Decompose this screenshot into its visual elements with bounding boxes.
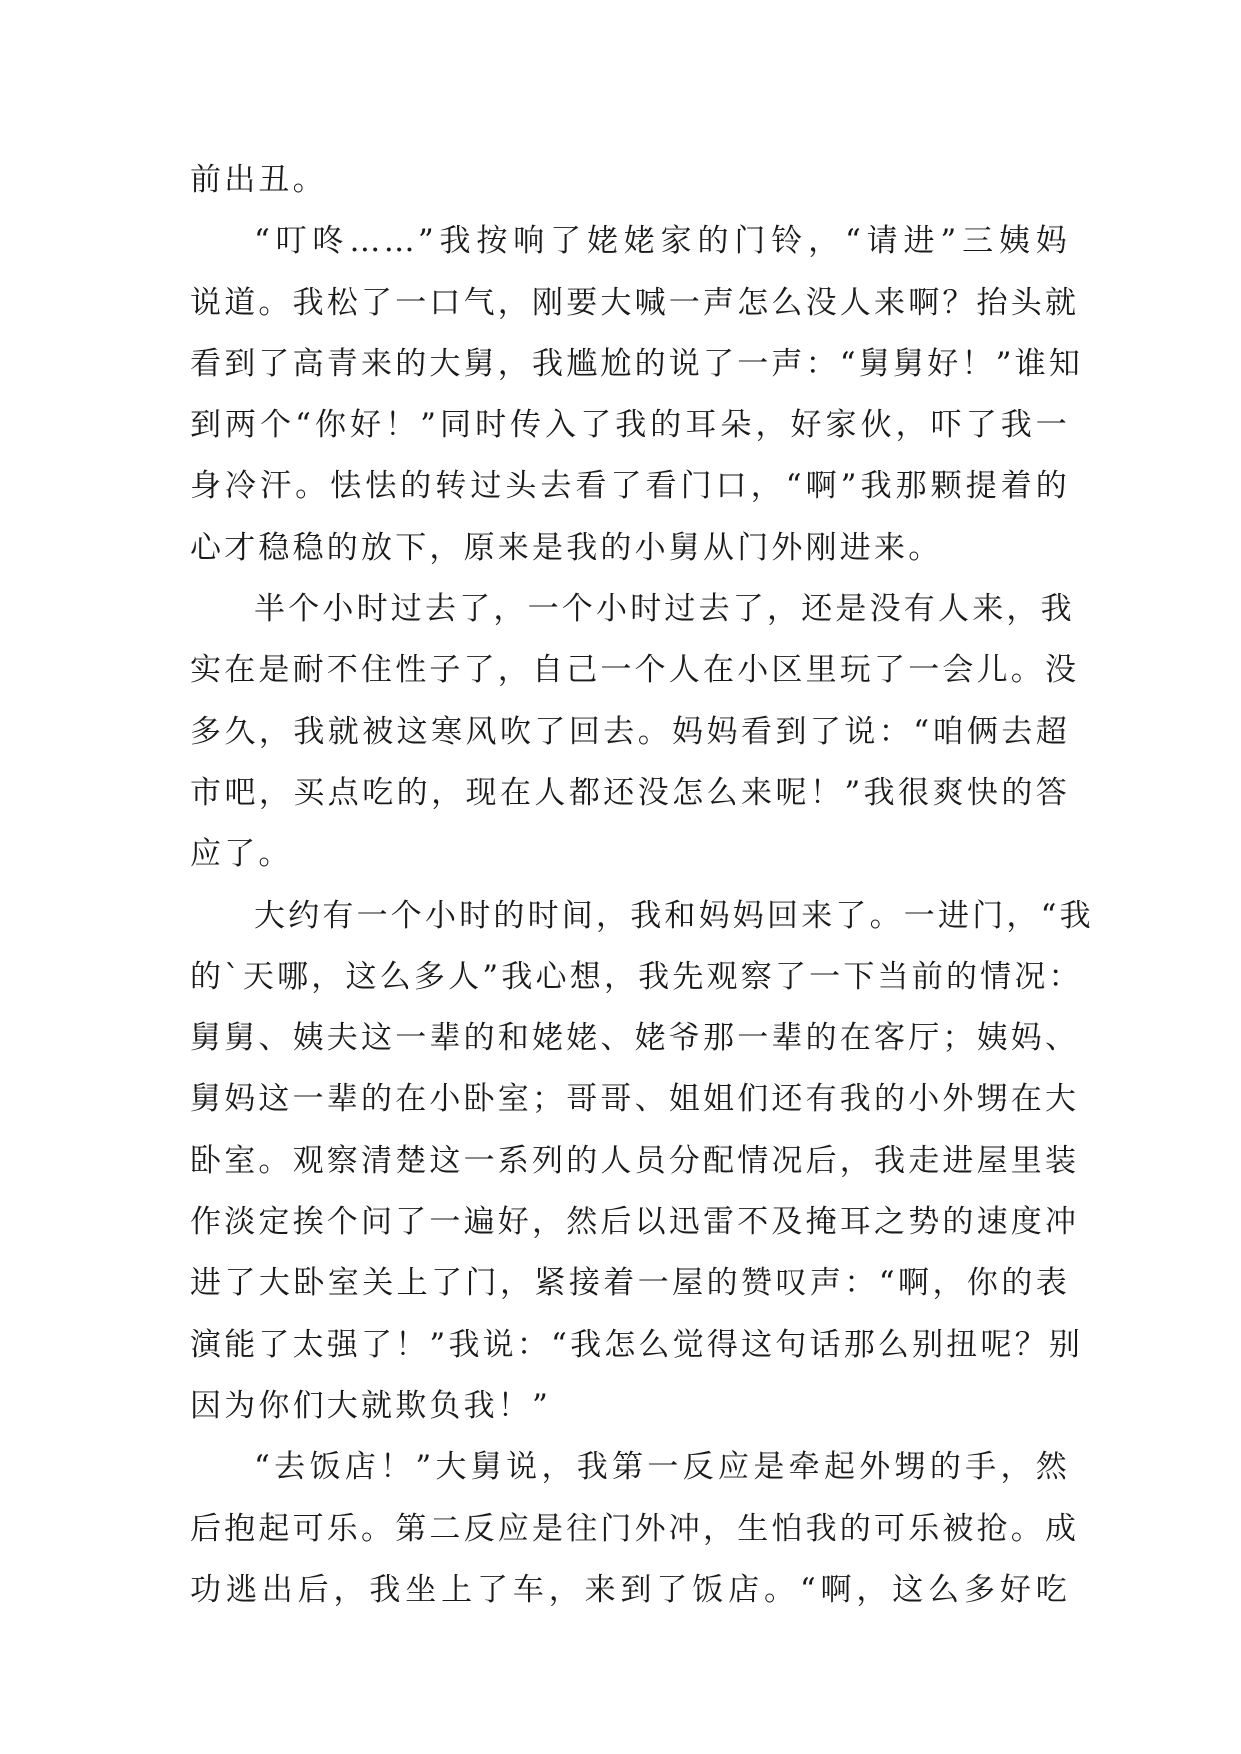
paragraph-first-line: 半个小时过去了，一个小时过去了，还是没有人来，我 xyxy=(254,591,1075,628)
text-line: 舅舅、姨夫这一辈的和姥姥、姥爷那一辈的在客厅；姨妈、 xyxy=(190,1020,1080,1057)
text-line: 实在是耐不住性子了，自己一个人在小区里玩了一会儿。没 xyxy=(190,652,1080,689)
text-line: 到两个“你好！”同时传入了我的耳朵，好家伙，吓了我一 xyxy=(190,407,1070,444)
text-line: 应了。 xyxy=(190,836,293,873)
text-line: 的`天哪，这么多人”我心想，我先观察了一下当前的情况： xyxy=(190,958,1083,995)
text-line: 作淡定挨个问了一遍好，然后以迅雷不及掩耳之势的速度冲 xyxy=(190,1204,1080,1241)
text-line: 舅妈这一辈的在小卧室；哥哥、姐姐们还有我的小外甥在大 xyxy=(190,1081,1080,1118)
text-line: 演能了太强了！”我说：“我怎么觉得这句话那么别扭呢？别 xyxy=(190,1326,1084,1363)
text-line: 心才稳稳的放下，原来是我的小舅从门外刚进来。 xyxy=(190,529,943,566)
text-line: 看到了高青来的大舅，我尴尬的说了一声：“舅舅好！”谁知 xyxy=(190,345,1084,382)
paragraph-first-line: “叮咚……”我按响了姥姥家的门铃，“请进”三姨妈 xyxy=(254,223,1070,260)
text-line: 因为你们大就欺负我！” xyxy=(190,1387,552,1424)
paragraph-first-line: 大约有一个小时的时间，我和妈妈回来了。一进门，“我 xyxy=(254,897,1094,934)
body-text xyxy=(190,150,1094,1621)
text-line: 身冷汗。怯怯的转过头去看了看门口，“啊”我那颗提着的 xyxy=(190,468,1070,505)
text-line: 说道。我松了一口气，刚要大喊一声怎么没人来啊？抬头就 xyxy=(190,284,1080,321)
text-line: 市吧，买点吃的，现在人都还没怎么来呢！”我很爽快的答 xyxy=(190,774,1070,811)
text-line: 功逃出后，我坐上了车，来到了饭店。“啊，这么多好吃 xyxy=(190,1571,1070,1608)
text-line: 前出丑。 xyxy=(190,162,327,198)
text-line: 卧室。观察清楚这一系列的人员分配情况后，我走进屋里装 xyxy=(190,1142,1080,1179)
paragraph-first-line: “去饭店！”大舅说，我第一反应是牵起外甥的手，然 xyxy=(254,1449,1070,1486)
text-line: 多久，我就被这寒风吹了回去。妈妈看到了说：“咱俩去超 xyxy=(190,713,1070,750)
text-line: 进了大卧室关上了门，紧接着一屋的赞叹声：“啊，你的表 xyxy=(190,1265,1070,1302)
text-line: 后抱起可乐。第二反应是往门外冲，生怕我的可乐被抢。成 xyxy=(190,1510,1080,1547)
